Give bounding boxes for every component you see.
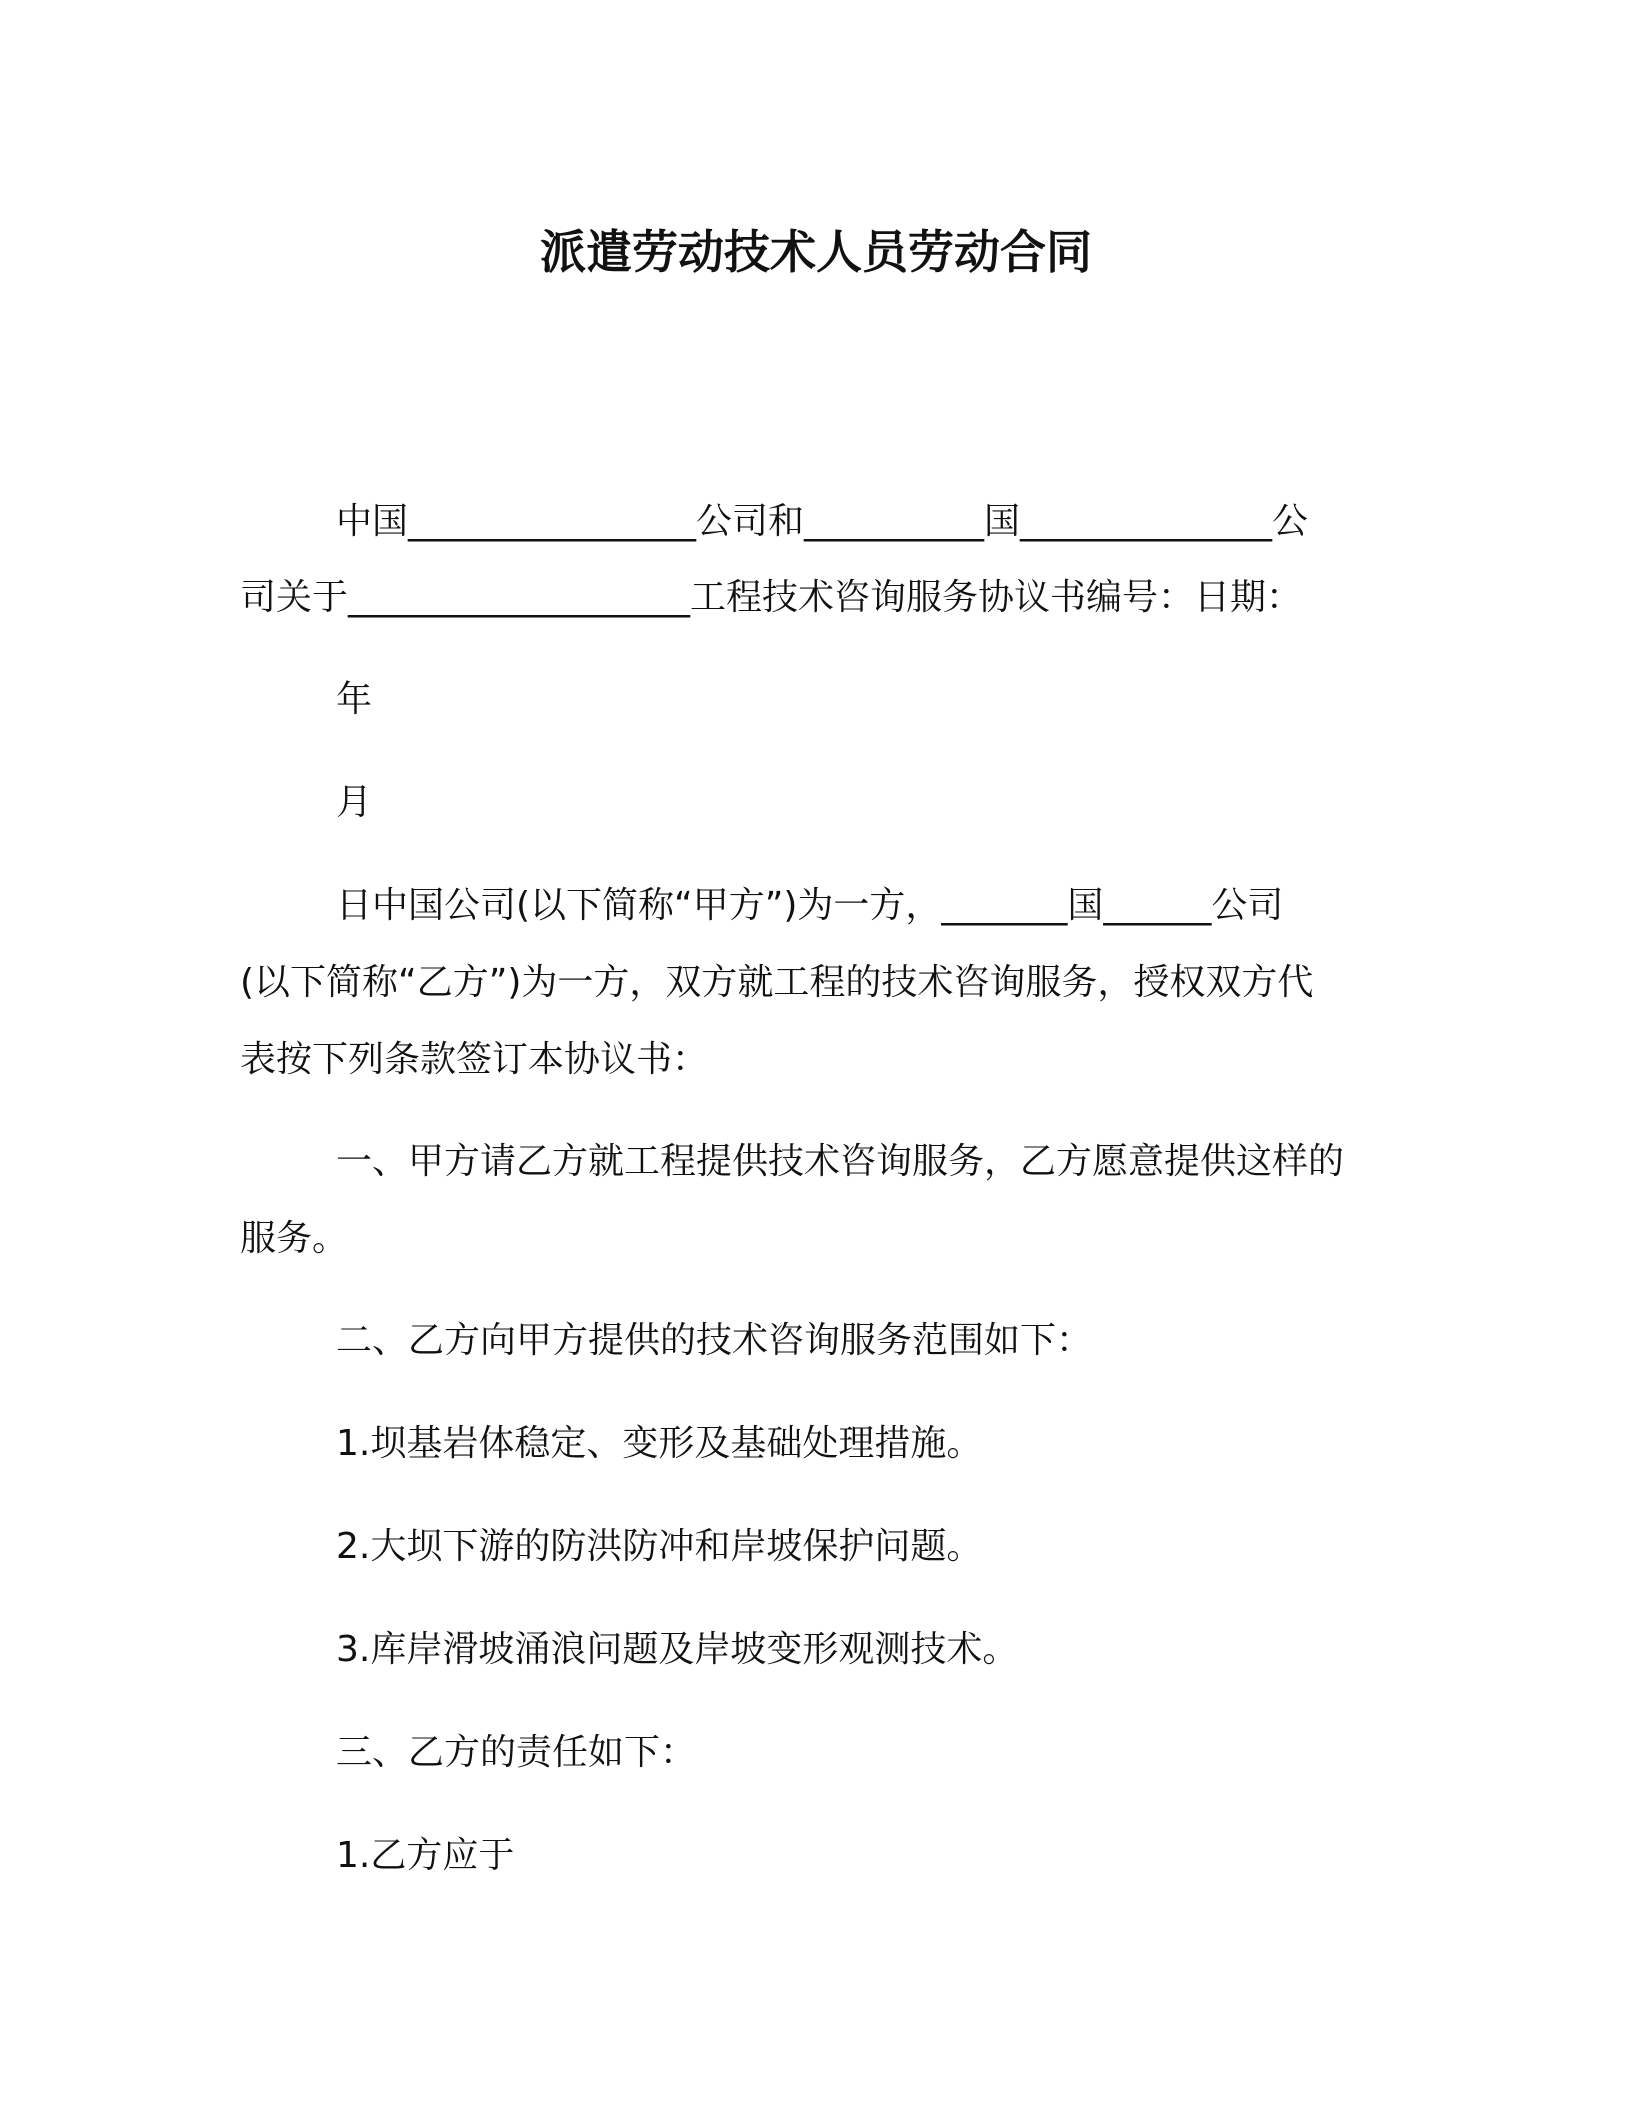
text-line-3: 年 (336, 679, 373, 720)
text-line-5: 日中国公司(以下简称“甲方”)为一方，_______国______公司 (336, 885, 1284, 926)
text-line-9: 服务。 (240, 1218, 349, 1259)
text-line-1: 中国________________公司和__________国______________公 (336, 501, 1309, 542)
text-line-15: 1.乙方应于 (336, 1835, 515, 1876)
text-line-8: 一、甲方请乙方就工程提供技术咨询服务，乙方愿意提供这样的 (336, 1141, 1345, 1182)
text-line-4: 月 (336, 782, 373, 823)
text-line-7: 表按下列条款签订本协议书： (240, 1039, 709, 1080)
text-line-11: 1.坝基岩体稳定、变形及基础处理措施。 (336, 1423, 983, 1464)
text-line-6: (以下简称“乙方”)为一方，双方就工程的技术咨询服务，授权双方代 (240, 962, 1314, 1003)
text-line-10: 二、乙方向甲方提供的技术咨询服务范围如下： (336, 1320, 1093, 1361)
document-title: 派遣劳动技术人员劳动合同 (540, 225, 1092, 279)
text-line-13: 3.库岸滑坡涌浪问题及岸坡变形观测技术。 (336, 1629, 1019, 1670)
text-line-12: 2.大坝下游的防洪防冲和岸坡保护问题。 (336, 1526, 983, 1567)
text-line-2: 司关于___________________工程技术咨询服务协议书编号：日期： (240, 577, 1303, 618)
text-line-14: 三、乙方的责任如下： (336, 1732, 697, 1773)
